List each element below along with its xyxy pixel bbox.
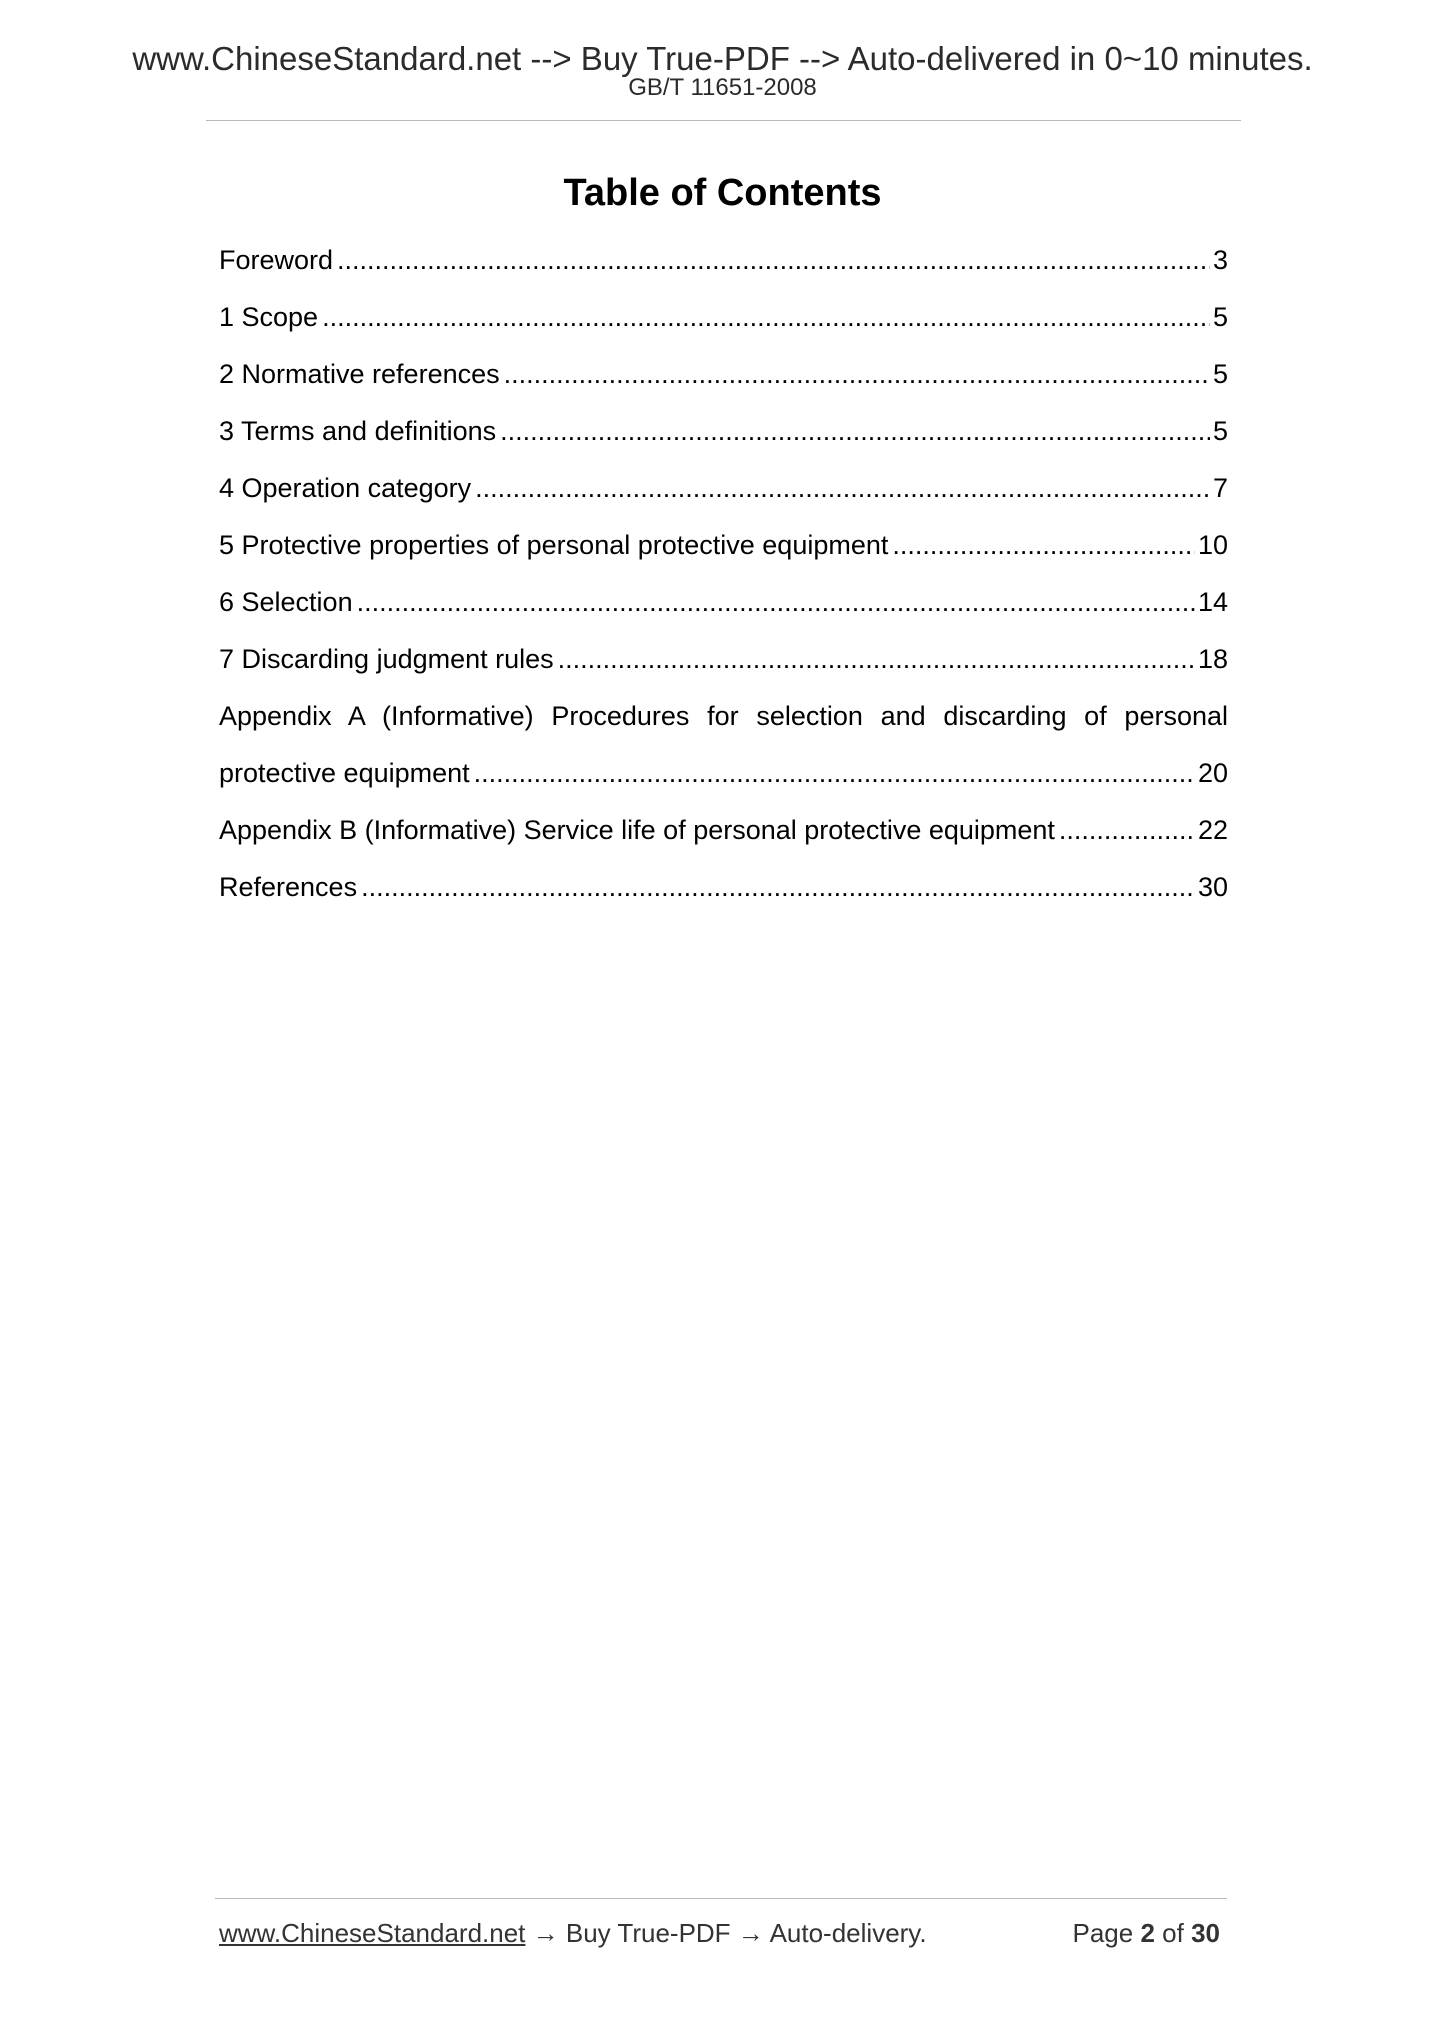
toc-entry-page: 18 [1197, 644, 1228, 674]
toc-entry-selection[interactable] [219, 582, 1228, 639]
table-of-contents [219, 240, 1228, 924]
toc-entry-page: 5 [1212, 302, 1228, 332]
toc-entry-terms-and-definitions[interactable] [219, 411, 1228, 468]
toc-entry-label: 2 Normative references [219, 359, 500, 389]
footer-divider [215, 1898, 1227, 1899]
toc-entry-page: 20 [1197, 758, 1228, 788]
toc-entry-normative-references[interactable] [219, 354, 1228, 411]
dot-leader [337, 240, 1210, 280]
page-indicator [1072, 1916, 1220, 1950]
dot-leader [892, 525, 1195, 565]
toc-entry-label: 6 Selection [219, 587, 353, 617]
dot-leader [357, 582, 1195, 622]
toc-entry-label: 5 Protective properties of personal protective equipment [219, 530, 889, 560]
of-word: of [1162, 1918, 1184, 1948]
toc-entry-label: protective equipment [219, 758, 470, 788]
toc-entry-references[interactable] [219, 867, 1228, 924]
toc-title: Table of Contents [563, 172, 882, 214]
toc-entry-appendix-b[interactable] [219, 810, 1228, 867]
toc-entry-appendix-a[interactable] [219, 753, 1228, 810]
dot-leader [504, 354, 1210, 394]
toc-entry-scope[interactable] [219, 297, 1228, 354]
standard-number: GB/T 11651-2008 [628, 74, 817, 101]
dot-leader [1059, 810, 1195, 850]
dot-leader [475, 468, 1210, 508]
page-word: Page [1072, 1918, 1134, 1948]
toc-entry-foreword[interactable] [219, 240, 1228, 297]
footer-site-link[interactable]: www.ChineseStandard.net [219, 1918, 526, 1948]
dot-leader [500, 411, 1210, 451]
toc-entry-page: 22 [1197, 815, 1228, 845]
toc-entry-label: References [219, 872, 358, 902]
toc-entry-operation-category[interactable] [219, 468, 1228, 525]
toc-entry-page: 14 [1197, 587, 1228, 617]
toc-entry-label: 7 Discarding judgment rules [219, 644, 554, 674]
toc-entry-page: 30 [1197, 872, 1228, 902]
toc-entry-protective-properties[interactable] [219, 525, 1228, 582]
toc-entry-label: Foreword [219, 245, 334, 275]
toc-entry-appendix-a-line1[interactable]: Appendix A (Informative) Procedures for selection and discarding of personal [219, 701, 1228, 731]
footer-tagline-text: → Buy True-PDF → Auto-delivery. [525, 1918, 927, 1948]
toc-entry-page: 5 [1212, 359, 1228, 389]
toc-entry-page: 3 [1212, 245, 1228, 275]
header-divider [206, 120, 1241, 121]
toc-entry-page: 10 [1197, 530, 1228, 560]
toc-entry-label: Appendix B (Informative) Service life of personal protective equipment [219, 815, 1055, 845]
dot-leader [474, 753, 1195, 793]
toc-entry-label: 1 Scope [219, 302, 319, 332]
toc-entry-page: 7 [1212, 473, 1228, 503]
toc-entry-discarding-judgment-rules[interactable] [219, 639, 1228, 696]
dot-leader [558, 639, 1195, 679]
site-banner: www.ChineseStandard.net --> Buy True-PDF --> Auto-delivered in 0~10 minutes. [132, 40, 1313, 77]
total-page-number: 30 [1191, 1918, 1220, 1948]
footer-tagline [219, 1916, 927, 1950]
dot-leader [361, 867, 1195, 907]
dot-leader [322, 297, 1210, 337]
toc-entry-label: 3 Terms and definitions [219, 416, 497, 446]
current-page-number: 2 [1140, 1918, 1155, 1948]
toc-entry-page: 5 [1212, 416, 1228, 446]
toc-entry-label: 4 Operation category [219, 473, 472, 503]
